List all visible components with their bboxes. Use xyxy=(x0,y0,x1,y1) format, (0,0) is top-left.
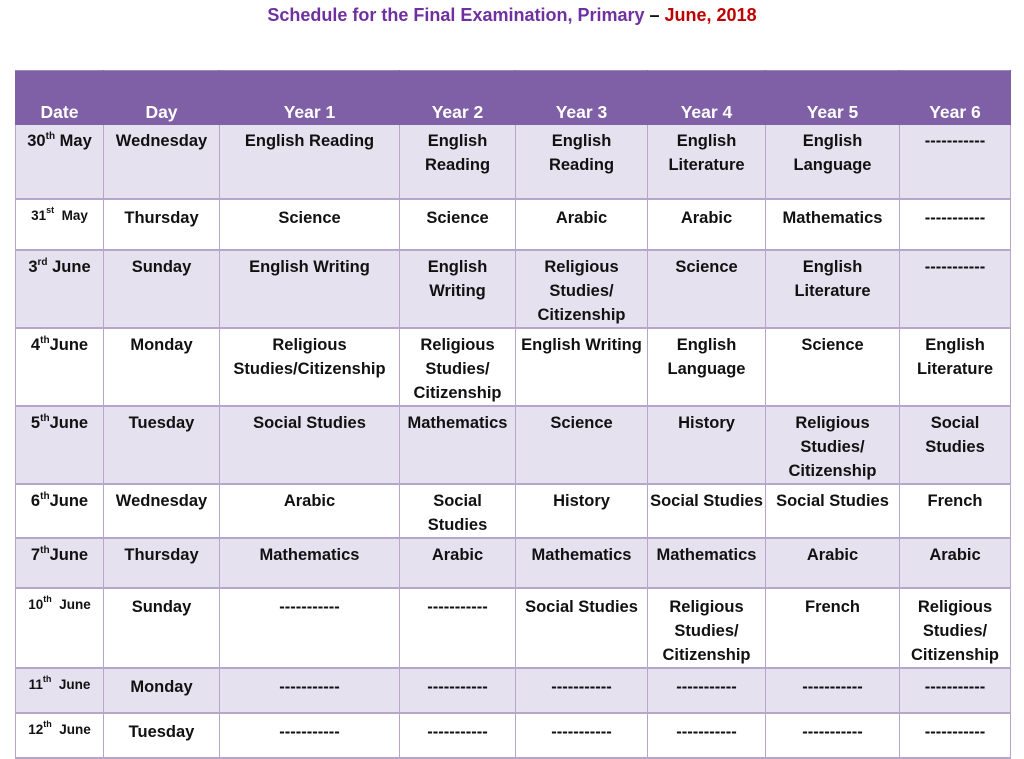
date-number: 6 xyxy=(30,492,41,510)
subject-cell-year-1: English Writing xyxy=(220,250,400,328)
subject-cell-year-4: Arabic xyxy=(648,199,766,250)
date-suffix: th xyxy=(40,545,50,556)
subject-cell-year-5: Mathematics xyxy=(766,199,900,250)
table-row xyxy=(16,484,1011,538)
subject-cell-year-1: ----------- xyxy=(220,588,400,668)
subject-cell-year-6: French xyxy=(900,484,1011,538)
date-month: May xyxy=(54,208,88,223)
title-main: Schedule for the Final Examination, Primary xyxy=(267,5,645,25)
title-date: June, 2018 xyxy=(664,5,757,25)
date-number: 11 xyxy=(28,677,43,692)
date-number: 10 xyxy=(28,597,44,612)
date-cell xyxy=(16,199,104,250)
subject-cell-year-2: Social Studies xyxy=(400,484,516,538)
subject-cell-year-4: History xyxy=(648,406,766,484)
header-day: Day xyxy=(104,71,220,126)
day-cell: Wednesday xyxy=(104,125,220,199)
subject-cell-year-3: History xyxy=(516,484,648,538)
subject-cell-year-5: English Literature xyxy=(766,250,900,328)
day-cell: Tuesday xyxy=(104,713,220,758)
subject-cell-year-5: Arabic xyxy=(766,538,900,588)
subject-cell-year-3: ----------- xyxy=(516,713,648,758)
subject-cell-year-3: English Reading xyxy=(516,125,648,199)
date-suffix: th xyxy=(40,491,50,502)
date-cell xyxy=(16,125,104,199)
day-cell: Monday xyxy=(104,668,220,713)
subject-cell-year-2: English Writing xyxy=(400,250,516,328)
subject-cell-year-6: ----------- xyxy=(900,125,1011,199)
header-year-6: Year 6 xyxy=(900,71,1011,126)
table-row xyxy=(16,328,1011,406)
subject-cell-year-3: Science xyxy=(516,406,648,484)
date-cell xyxy=(16,588,104,668)
date-suffix: th xyxy=(45,131,56,142)
header-row xyxy=(16,71,1011,126)
date-month: June xyxy=(47,258,91,276)
subject-cell-year-2: Science xyxy=(400,199,516,250)
title-dash: – xyxy=(644,5,665,25)
schedule-body xyxy=(16,125,1011,758)
day-cell: Sunday xyxy=(104,588,220,668)
date-number: 31 xyxy=(31,208,47,223)
date-number: 30 xyxy=(27,132,46,150)
table-row xyxy=(16,588,1011,668)
subject-cell-year-2: Religious Studies/ Citizenship xyxy=(400,328,516,406)
date-number: 12 xyxy=(28,722,44,737)
date-month: June xyxy=(51,677,91,692)
date-cell xyxy=(16,328,104,406)
table-row xyxy=(16,199,1011,250)
subject-cell-year-1: ----------- xyxy=(220,713,400,758)
table-row xyxy=(16,406,1011,484)
subject-cell-year-6: ----------- xyxy=(900,250,1011,328)
exam-schedule-table xyxy=(15,70,1011,759)
date-cell xyxy=(16,406,104,484)
page-title xyxy=(0,5,1024,26)
header-year-3: Year 3 xyxy=(516,71,648,126)
date-suffix: th xyxy=(42,674,52,684)
subject-cell-year-6: Arabic xyxy=(900,538,1011,588)
table-row xyxy=(16,250,1011,328)
subject-cell-year-1: Social Studies xyxy=(220,406,400,484)
date-suffix: th xyxy=(40,335,50,346)
table-row xyxy=(16,713,1011,758)
subject-cell-year-1: Mathematics xyxy=(220,538,400,588)
header-year-1: Year 1 xyxy=(220,71,400,126)
date-cell xyxy=(16,484,104,538)
day-cell: Thursday xyxy=(104,199,220,250)
subject-cell-year-3: Social Studies xyxy=(516,588,648,668)
subject-cell-year-2: ----------- xyxy=(400,668,516,713)
subject-cell-year-2: ----------- xyxy=(400,713,516,758)
subject-cell-year-6: ----------- xyxy=(900,668,1011,713)
header-date: Date xyxy=(16,71,104,126)
date-month: June xyxy=(49,492,89,510)
subject-cell-year-5: French xyxy=(766,588,900,668)
header-year-2: Year 2 xyxy=(400,71,516,126)
date-month: May xyxy=(55,132,92,150)
date-suffix: th xyxy=(43,594,52,604)
subject-cell-year-1: Science xyxy=(220,199,400,250)
subject-cell-year-1: Religious Studies/Citizenship xyxy=(220,328,400,406)
subject-cell-year-5: Social Studies xyxy=(766,484,900,538)
subject-cell-year-2: Mathematics xyxy=(400,406,516,484)
date-number: 5 xyxy=(30,414,41,432)
date-suffix: th xyxy=(43,719,52,729)
subject-cell-year-6: ----------- xyxy=(900,713,1011,758)
date-cell xyxy=(16,250,104,328)
subject-cell-year-2: Arabic xyxy=(400,538,516,588)
subject-cell-year-3: Mathematics xyxy=(516,538,648,588)
subject-cell-year-1: ----------- xyxy=(220,668,400,713)
subject-cell-year-3: Religious Studies/ Citizenship xyxy=(516,250,648,328)
subject-cell-year-4: Science xyxy=(648,250,766,328)
date-month: June xyxy=(49,336,89,354)
subject-cell-year-6: ----------- xyxy=(900,199,1011,250)
table-row xyxy=(16,125,1011,199)
subject-cell-year-2: English Reading xyxy=(400,125,516,199)
date-suffix: th xyxy=(40,413,50,424)
day-cell: Monday xyxy=(104,328,220,406)
date-number: 3 xyxy=(28,258,38,276)
day-cell: Wednesday xyxy=(104,484,220,538)
day-cell: Sunday xyxy=(104,250,220,328)
date-cell xyxy=(16,668,104,713)
subject-cell-year-4: Social Studies xyxy=(648,484,766,538)
date-number: 7 xyxy=(30,546,41,564)
subject-cell-year-6: Social Studies xyxy=(900,406,1011,484)
subject-cell-year-4: English Literature xyxy=(648,125,766,199)
subject-cell-year-3: English Writing xyxy=(516,328,648,406)
table-row xyxy=(16,668,1011,713)
date-suffix: rd xyxy=(37,257,48,268)
subject-cell-year-4: ----------- xyxy=(648,713,766,758)
subject-cell-year-5: Science xyxy=(766,328,900,406)
subject-cell-year-6: English Literature xyxy=(900,328,1011,406)
date-suffix: st xyxy=(46,205,55,215)
subject-cell-year-4: Religious Studies/ Citizenship xyxy=(648,588,766,668)
date-month: June xyxy=(51,722,91,737)
header-year-4: Year 4 xyxy=(648,71,766,126)
table-row xyxy=(16,538,1011,588)
subject-cell-year-5: English Language xyxy=(766,125,900,199)
date-cell xyxy=(16,713,104,758)
subject-cell-year-3: Arabic xyxy=(516,199,648,250)
subject-cell-year-4: English Language xyxy=(648,328,766,406)
date-month: June xyxy=(51,597,91,612)
header-year-5: Year 5 xyxy=(766,71,900,126)
date-number: 4 xyxy=(30,336,41,354)
subject-cell-year-5: ----------- xyxy=(766,668,900,713)
subject-cell-year-4: Mathematics xyxy=(648,538,766,588)
subject-cell-year-2: ----------- xyxy=(400,588,516,668)
date-month: June xyxy=(49,414,89,432)
subject-cell-year-1: Arabic xyxy=(220,484,400,538)
date-month: June xyxy=(49,546,89,564)
subject-cell-year-3: ----------- xyxy=(516,668,648,713)
day-cell: Thursday xyxy=(104,538,220,588)
subject-cell-year-5: Religious Studies/ Citizenship xyxy=(766,406,900,484)
subject-cell-year-6: Religious Studies/ Citizenship xyxy=(900,588,1011,668)
subject-cell-year-4: ----------- xyxy=(648,668,766,713)
subject-cell-year-5: ----------- xyxy=(766,713,900,758)
date-cell xyxy=(16,538,104,588)
day-cell: Tuesday xyxy=(104,406,220,484)
subject-cell-year-1: English Reading xyxy=(220,125,400,199)
